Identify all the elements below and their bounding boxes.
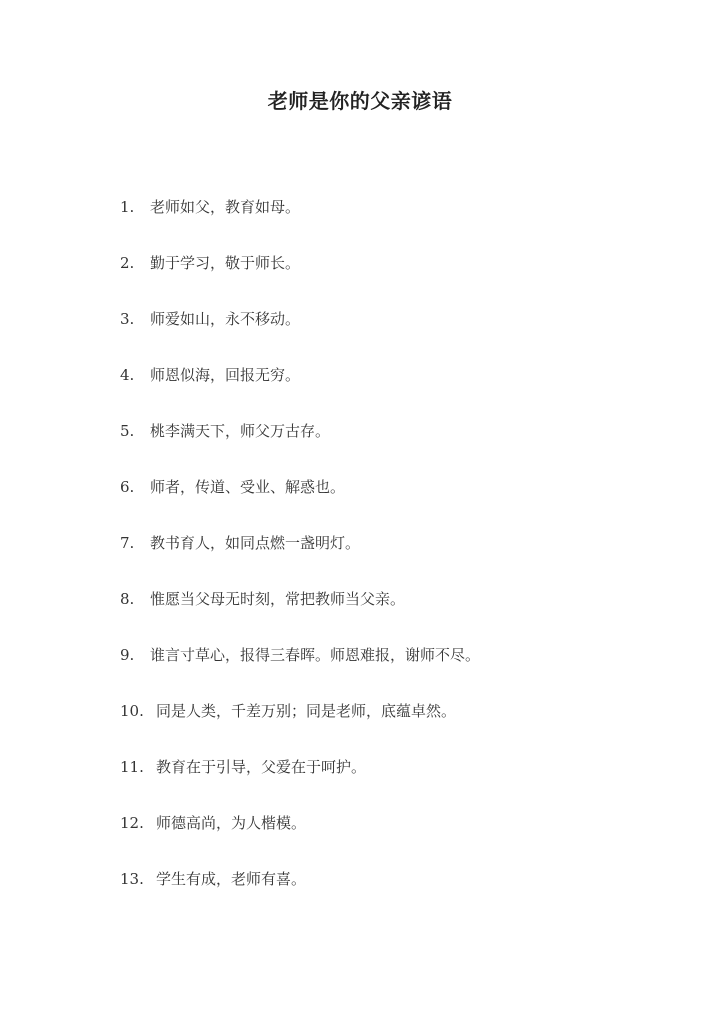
list-item	[120, 246, 680, 302]
item-number: 8.	[120, 590, 135, 608]
list-item	[120, 190, 680, 246]
item-text: 惟愿当父母无时刻，常把教师当父亲。	[150, 590, 406, 608]
list-item	[120, 806, 680, 862]
list-item	[120, 750, 680, 806]
list-item	[120, 582, 680, 638]
item-text: 学生有成，老师有喜。	[156, 870, 307, 888]
list-item	[120, 470, 680, 526]
list-item	[120, 862, 680, 918]
item-text: 同是人类，千差万别；同是老师，底蕴卓然。	[156, 702, 457, 720]
item-number: 2.	[120, 254, 135, 272]
item-text: 师恩似海，回报无穷。	[150, 366, 301, 384]
item-number: 11.	[120, 758, 144, 776]
item-text: 教书育人，如同点燃一盏明灯。	[150, 534, 361, 552]
item-text: 老师如父，教育如母。	[150, 198, 301, 216]
item-number: 3.	[120, 310, 135, 328]
item-number: 7.	[120, 534, 135, 552]
item-text: 教育在于引导，父爱在于呵护。	[156, 758, 367, 776]
item-text: 师德高尚，为人楷模。	[156, 814, 307, 832]
item-number: 9.	[120, 646, 135, 664]
item-number: 1.	[120, 198, 135, 216]
list-item	[120, 694, 680, 750]
list-item	[120, 358, 680, 414]
item-text: 师爱如山，永不移动。	[150, 310, 301, 328]
item-number: 5.	[120, 422, 135, 440]
sayings-list	[120, 190, 680, 918]
list-item	[120, 526, 680, 582]
item-number: 6.	[120, 478, 135, 496]
item-number: 4.	[120, 366, 135, 384]
item-number: 10.	[120, 702, 144, 720]
list-item	[120, 302, 680, 358]
item-text: 谁言寸草心，报得三春晖。师恩难报，谢师不尽。	[150, 646, 481, 664]
list-item	[120, 638, 680, 694]
item-text: 勤于学习，敬于师长。	[150, 254, 301, 272]
page-title: 老师是你的父亲谚语	[267, 89, 453, 113]
list-item	[120, 414, 680, 470]
item-text: 桃李满天下，师父万古存。	[150, 422, 331, 440]
item-number: 12.	[120, 814, 144, 832]
item-number: 13.	[120, 870, 144, 888]
item-text: 师者，传道、受业、解惑也。	[150, 478, 346, 496]
